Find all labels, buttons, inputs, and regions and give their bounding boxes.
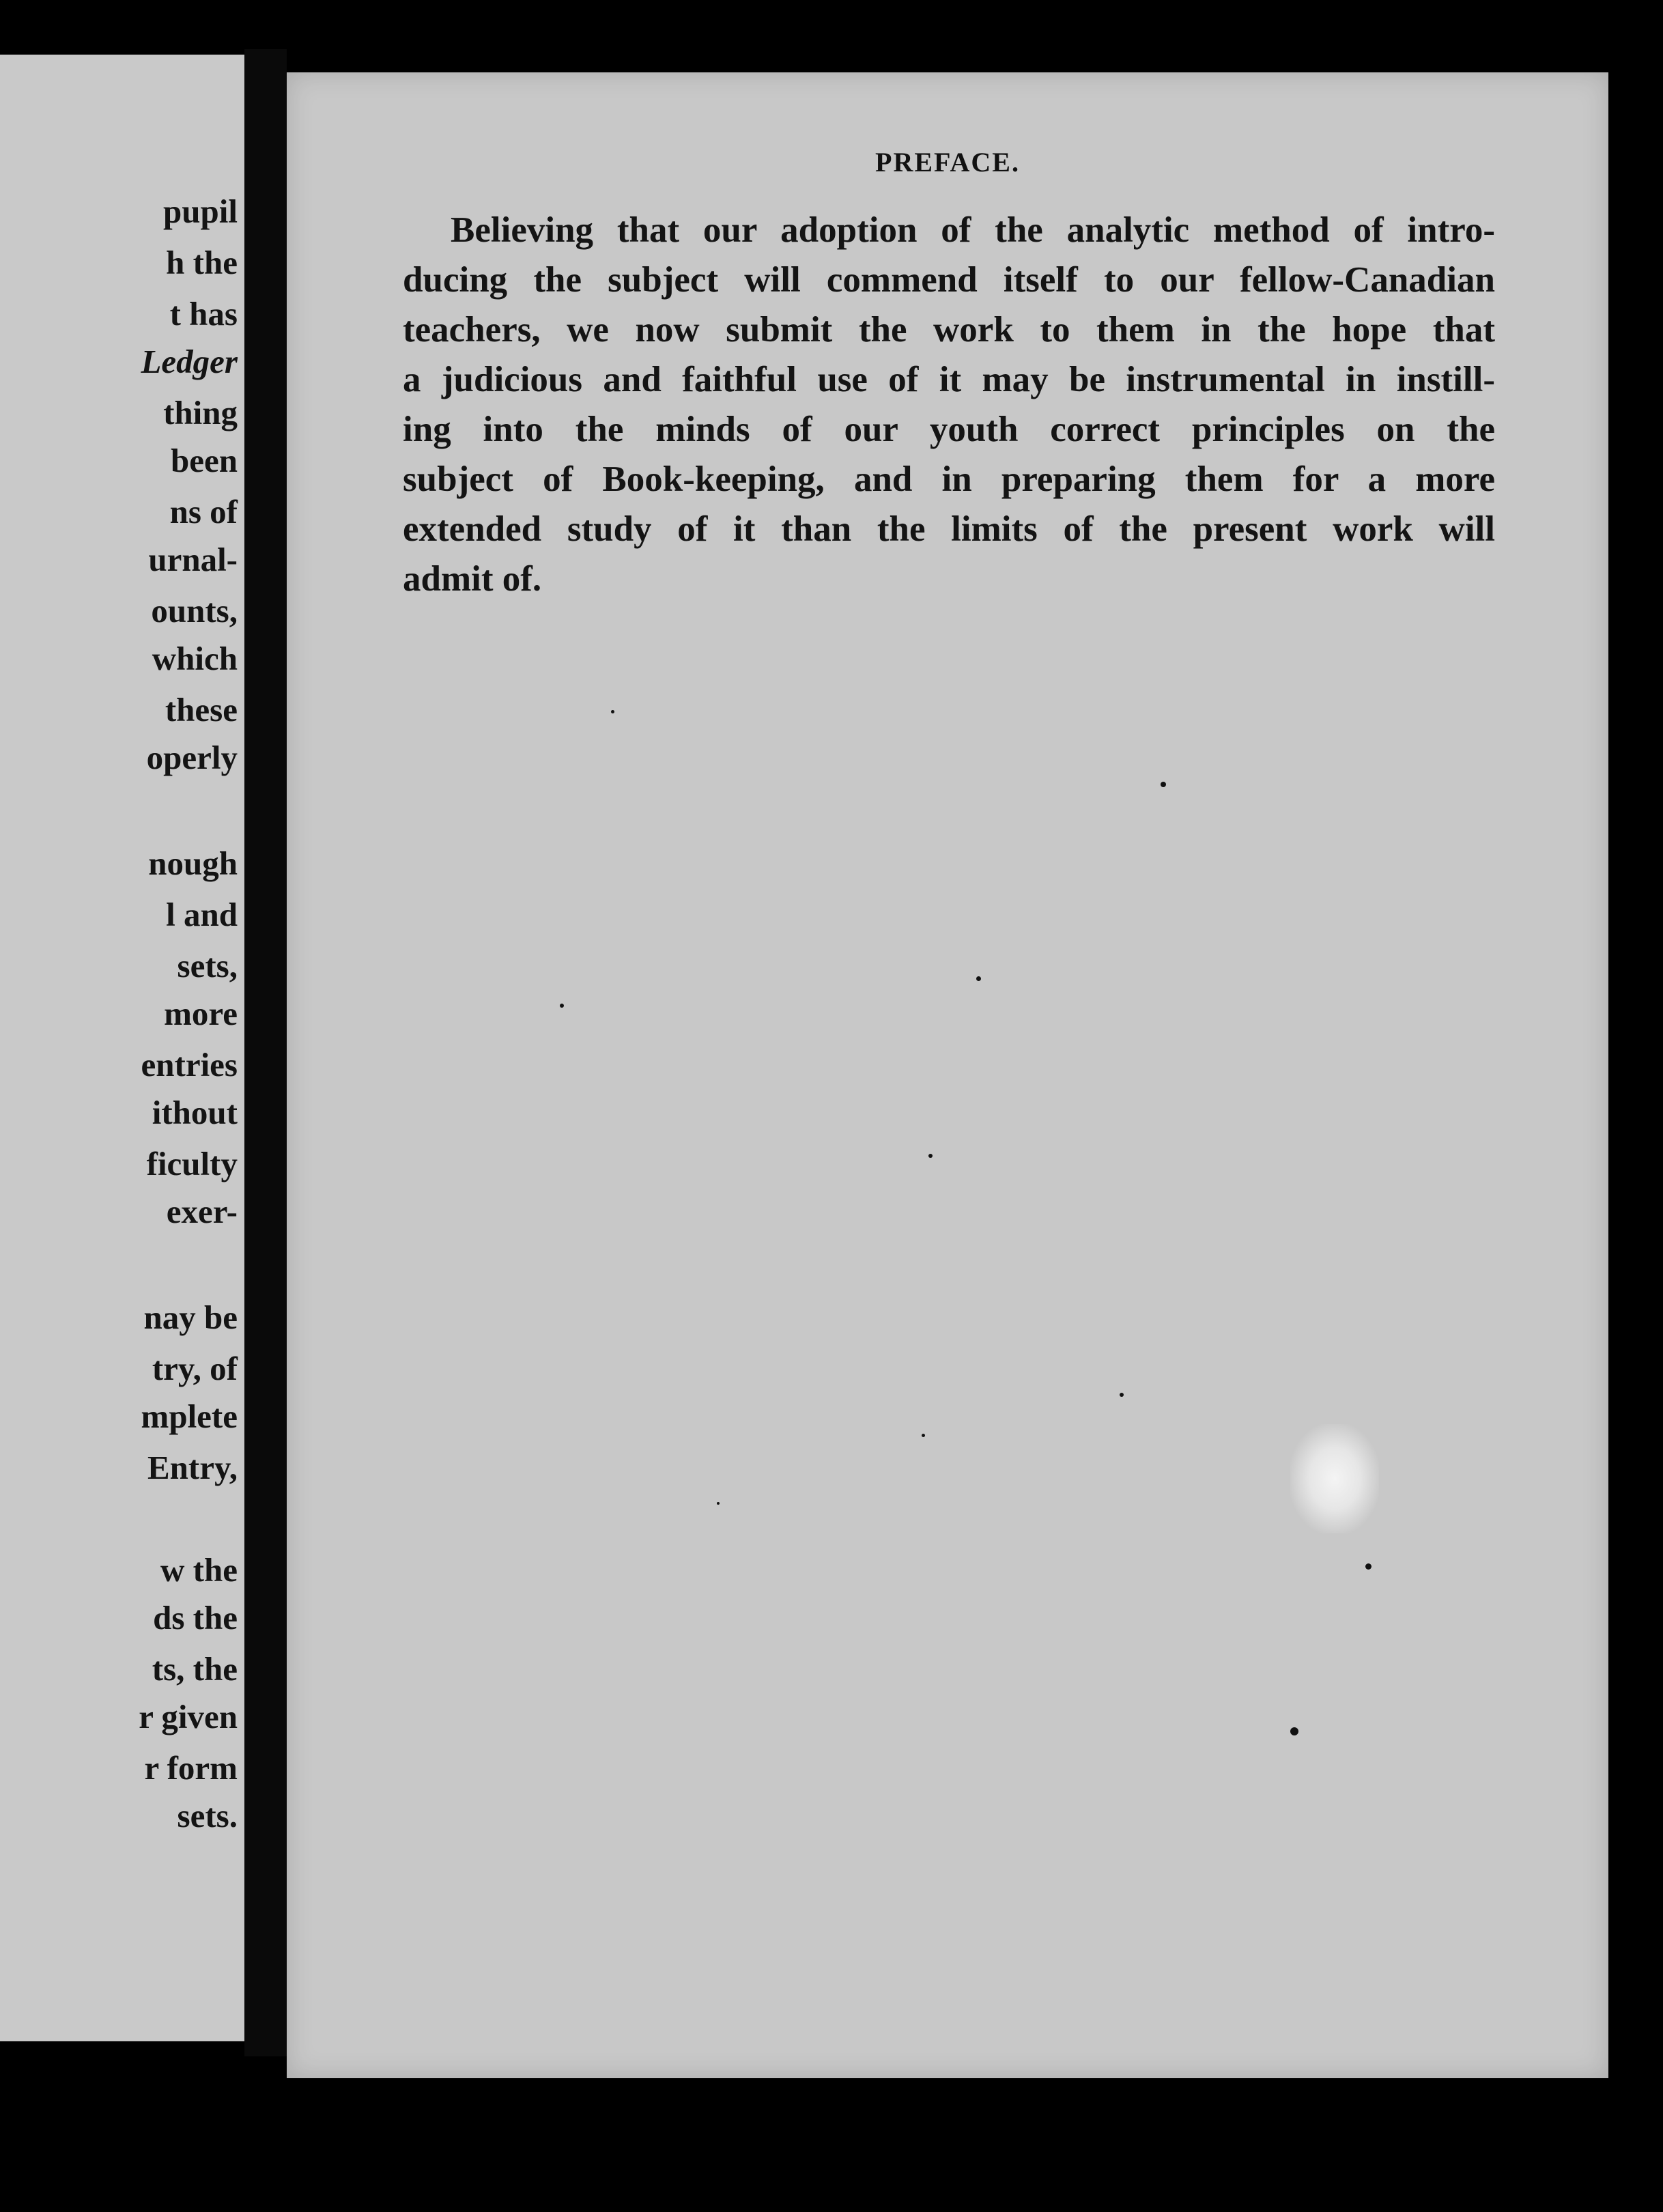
preface-line: admit of. <box>403 559 542 599</box>
right-page <box>287 72 1608 2078</box>
left-page-line: try, of <box>152 1350 238 1387</box>
left-page-line: exer- <box>166 1193 238 1230</box>
left-page-line: these <box>165 691 238 728</box>
dust-speck <box>560 1004 564 1008</box>
page-heading: PREFACE. <box>875 147 1020 178</box>
dust-speck <box>611 710 614 713</box>
preface-line: subject of Book-keeping, and in preparing them for a more <box>403 459 1495 499</box>
left-page <box>0 55 244 2041</box>
left-page-line: Ledger <box>141 343 238 380</box>
left-page-line: mplete <box>141 1398 238 1435</box>
left-page-line: h the <box>166 244 238 281</box>
left-page-line: pupil <box>163 193 238 230</box>
dust-speck <box>976 976 981 981</box>
dust-speck <box>717 1502 720 1505</box>
left-page-line: sets, <box>177 947 238 984</box>
left-page-line: sets. <box>177 1797 238 1834</box>
left-page-line: which <box>152 640 238 677</box>
left-page-line: entries <box>141 1046 238 1083</box>
book-gutter <box>244 49 287 2056</box>
preface-line: extended study of it than the limits of the present work will <box>403 509 1495 549</box>
preface-line: ducing the subject will commend itself to our fellow-Canadian <box>403 260 1495 300</box>
dust-speck <box>1290 1727 1298 1735</box>
left-page-line: urnal- <box>148 541 238 578</box>
preface-line: Believing that our adoption of the analytic method of intro- <box>451 210 1495 250</box>
dust-speck <box>1161 782 1166 787</box>
left-page-line: Entry, <box>147 1449 238 1486</box>
preface-line: a judicious and faithful use of it may be instrumental in instill- <box>403 360 1495 399</box>
dust-speck <box>1120 1393 1124 1397</box>
dust-speck <box>928 1154 933 1158</box>
preface-line: ing into the minds of our youth correct principles on the <box>403 410 1495 449</box>
left-page-line: ns of <box>169 493 238 530</box>
paper-blemish <box>1290 1424 1379 1533</box>
left-page-line: ts, the <box>152 1650 238 1688</box>
dust-speck <box>922 1434 925 1437</box>
dust-speck <box>1365 1563 1371 1570</box>
left-page-line: ds the <box>153 1599 238 1636</box>
left-page-line: been <box>171 442 238 479</box>
left-page-line: thing <box>163 394 238 431</box>
left-page-line: w the <box>160 1551 238 1589</box>
left-page-line: ounts, <box>151 592 238 629</box>
left-page-line: ithout <box>152 1094 238 1131</box>
preface-line: teachers, we now submit the work to them in the hope that <box>403 310 1495 350</box>
left-page-line: r form <box>144 1749 238 1787</box>
left-page-line: r given <box>139 1698 238 1735</box>
left-page-line: nay be <box>143 1299 238 1336</box>
left-page-line: more <box>164 995 238 1032</box>
left-page-line: nough <box>148 845 238 882</box>
left-page-line: ficulty <box>146 1145 238 1182</box>
left-page-line: l and <box>166 896 238 933</box>
left-page-line: operly <box>146 739 238 776</box>
left-page-line: t has <box>169 295 238 332</box>
